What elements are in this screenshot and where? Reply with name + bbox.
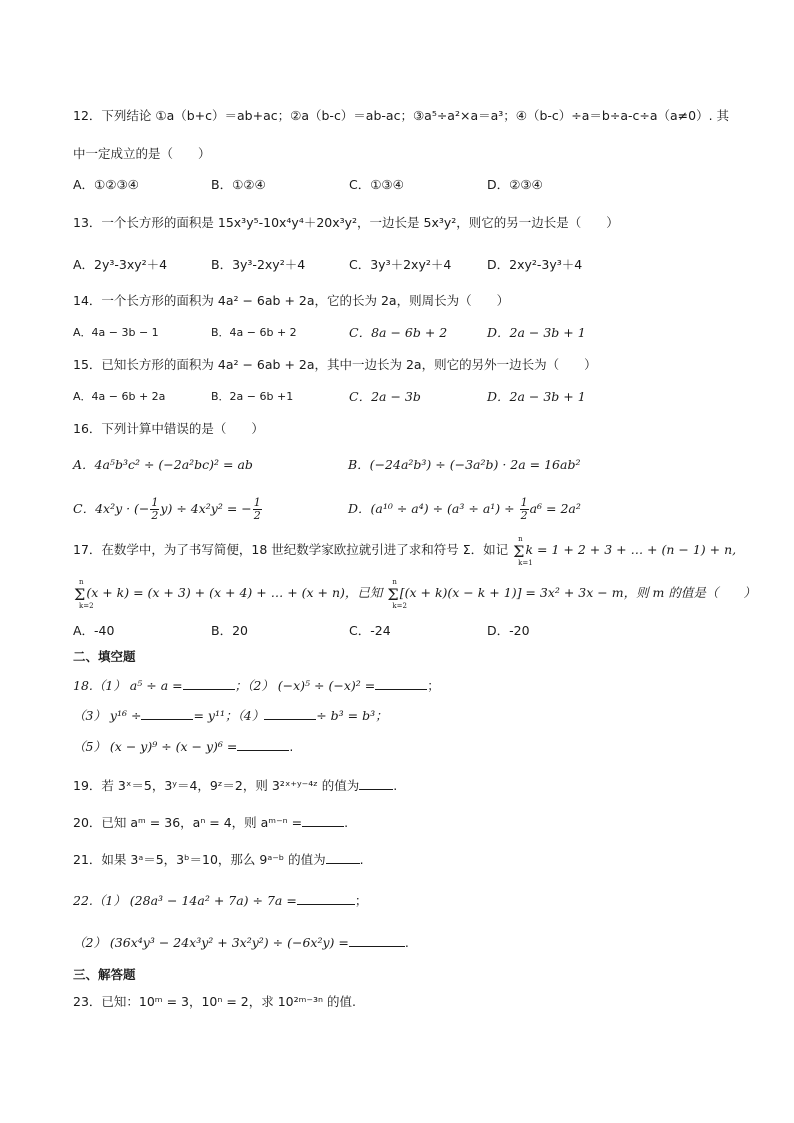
answer-blank[interactable]	[264, 719, 316, 720]
q13-option-c: C．3y³＋2xy²＋4	[349, 257, 452, 272]
q18-part2: ；（2） (−x)⁵ ÷ (−x)² =	[234, 678, 376, 693]
q16-stem: 16．下列计算中错误的是（ ）	[73, 421, 264, 436]
q17-stem-cont	[73, 578, 756, 610]
summation-sign: Σ n k=1	[513, 535, 533, 567]
frac-denominator: 2	[151, 509, 159, 522]
q15-stem: 15．已知长方形的面积为 4a² − 6ab + 2a，其中一边长为 2a，则它的另外一边长为（ ）	[73, 357, 597, 372]
answer-blank[interactable]	[237, 750, 289, 751]
q17-option-a: A．-40	[73, 623, 115, 638]
q15-option-a: A．4a − 6b + 2a	[73, 390, 166, 403]
q17-option-d: D．-20	[487, 623, 530, 638]
q12-option-a: A．①②③④	[73, 177, 139, 192]
summation-sign: Σ n k=2	[74, 578, 94, 610]
q17-stem	[73, 535, 737, 567]
q15-option-b: B．2a − 6b +1	[211, 390, 294, 403]
q17-formula-b: [(x + k)(x − k + 1)] = 3x² + 3x − m，则 m 的值是（ ）	[399, 585, 756, 600]
answer-blank[interactable]	[375, 689, 427, 690]
q18-part4: ÷ b³ = b³；	[316, 708, 388, 723]
q22-line1	[73, 892, 367, 910]
q17-stem-text: 17．在数学中，为了书写简便，18 世纪数学家欧拉就引进了求和符号 Σ．如记	[73, 542, 513, 557]
q15-option-d: D．2a − 3b + 1	[487, 389, 586, 404]
frac-numerator: 1	[520, 496, 528, 509]
q17-formula-a: (x + k) = (x + 3) + (x + 4) + … + (x + n)，已知	[86, 585, 387, 600]
q13-option-a: A．2y³-3xy²＋4	[73, 257, 168, 272]
section-title-fill-in: 二、填空题	[73, 649, 136, 664]
q16-option-a: A．4a⁵b³c² ÷ (−2a²bc)² = ab	[73, 457, 253, 472]
q14-option-c: C．8a − 6b + 2	[349, 325, 448, 340]
q20-text: 20．已知 aᵐ = 36，aⁿ = 4，则 aᵐ⁻ⁿ =	[73, 815, 303, 830]
q17-option-c: C．-24	[349, 623, 391, 638]
q16-option-d-post: a⁶ = 2a²	[529, 501, 581, 516]
q14-stem: 14．一个长方形的面积为 4a² − 6ab + 2a，它的长为 2a，则周长为（ ）	[73, 293, 510, 308]
q16-option-c-mid: y) ÷ 4x²y² = −	[160, 501, 252, 516]
q14-option-b: B．4a − 6b + 2	[211, 326, 297, 339]
q18-part1: 18.（1） a⁵ ÷ a =	[73, 678, 183, 693]
answer-blank[interactable]	[359, 789, 393, 790]
q12-stem: 12．下列结论 ①a（b+c）＝ab+ac；②a（b-c）＝ab-ac；③a⁵÷a²×a＝a³；④（b-c）÷a＝b÷a-c÷a（a≠0）. 其	[73, 108, 730, 123]
answer-blank[interactable]	[326, 863, 360, 864]
q15-option-c: C．2a − 3b	[349, 389, 421, 404]
frac-numerator: 1	[253, 496, 261, 509]
q17-option-b: B．20	[211, 623, 248, 638]
q18-line1	[73, 677, 440, 695]
q21-stem	[73, 851, 364, 869]
sum-lower: k=2	[79, 602, 94, 610]
q18-part3: （3） y¹⁶ ÷	[73, 708, 142, 723]
q16-option-c-pre: C．4x²y · (−	[73, 501, 150, 516]
section-title-answer: 三、解答题	[73, 967, 136, 982]
q12-stem-cont: 中一定成立的是（ ）	[73, 146, 211, 161]
q14-option-d: D．2a − 3b + 1	[487, 325, 586, 340]
q19-end: .	[393, 778, 398, 793]
q22-part2: （2） (36x⁴y³ − 24x³y² + 3x²y²) ÷ (−6x²y) =	[73, 935, 349, 950]
q22-sep: ；	[354, 893, 368, 908]
q12-option-b: B．①②④	[211, 177, 266, 192]
q20-stem	[73, 814, 348, 832]
q21-text: 21．如果 3ᵃ＝5，3ᵇ＝10，那么 9ᵃ⁻ᵇ 的值为	[73, 852, 326, 867]
q22-end: .	[404, 935, 409, 950]
q20-end: .	[344, 815, 349, 830]
q18-sep: ；	[427, 678, 440, 693]
q19-text: 19．若 3ˣ＝5，3ʸ＝4，9ᶻ＝2，则 3²ˣ⁺ʸ⁻⁴ᶻ 的值为	[73, 778, 360, 793]
answer-blank[interactable]	[297, 904, 355, 905]
q12-option-c: C．①③④	[349, 177, 404, 192]
q22-part1: 22.（1） (28a³ − 14a² + 7a) ÷ 7a =	[73, 893, 297, 908]
q17-formula: k = 1 + 2 + 3 + … + (n − 1) + n,	[525, 542, 737, 557]
q18-end: .	[289, 739, 294, 754]
sum-lower: k=2	[392, 602, 407, 610]
q14-option-a: A．4a − 3b − 1	[73, 326, 159, 339]
q16-option-c-frac1	[150, 497, 159, 522]
answer-blank[interactable]	[349, 946, 405, 947]
sum-lower: k=1	[518, 559, 533, 567]
q16-option-d	[348, 496, 581, 522]
q21-end: .	[359, 852, 364, 867]
q18-part5: （5） (x − y)⁹ ÷ (x − y)⁶ =	[73, 739, 238, 754]
q22-line2	[73, 934, 409, 952]
q18-line3	[73, 738, 293, 756]
q23-stem: 23．已知：10ᵐ = 3，10ⁿ = 2，求 10²ᵐ⁻³ⁿ 的值.	[73, 994, 356, 1009]
answer-blank[interactable]	[183, 689, 235, 690]
q13-option-b: B．3y³-2xy²＋4	[211, 257, 306, 272]
sum-upper: n	[392, 578, 397, 586]
q16-option-d-pre: D．(a¹⁰ ÷ a⁴) ÷ (a³ ÷ a¹) ÷	[348, 501, 519, 516]
q13-stem: 13．一个长方形的面积是 15x³y⁵-10x⁴y⁴＋20x³y²，一边长是 5x³y²，则它的另一边长是（ ）	[73, 215, 619, 230]
q18-part3b: = y¹¹；（4）	[193, 708, 265, 723]
q16-option-d-frac	[520, 497, 529, 522]
answer-blank[interactable]	[141, 719, 193, 720]
sum-upper: n	[79, 578, 84, 586]
frac-denominator: 2	[253, 509, 261, 522]
frac-denominator: 2	[520, 509, 528, 522]
q19-stem	[73, 777, 397, 795]
q12-option-d: D．②③④	[487, 177, 543, 192]
q18-line2	[73, 707, 388, 725]
answer-blank[interactable]	[302, 826, 344, 827]
q16-option-c	[73, 496, 263, 522]
summation-sign: Σ n k=2	[387, 578, 407, 610]
frac-numerator: 1	[151, 496, 159, 509]
q16-option-c-frac2	[253, 497, 262, 522]
sum-upper: n	[518, 535, 523, 543]
q16-option-b: B．(−24a²b³) ÷ (−3a²b) · 2a = 16ab²	[348, 457, 581, 472]
q13-option-d: D．2xy²-3y³＋4	[487, 257, 583, 272]
